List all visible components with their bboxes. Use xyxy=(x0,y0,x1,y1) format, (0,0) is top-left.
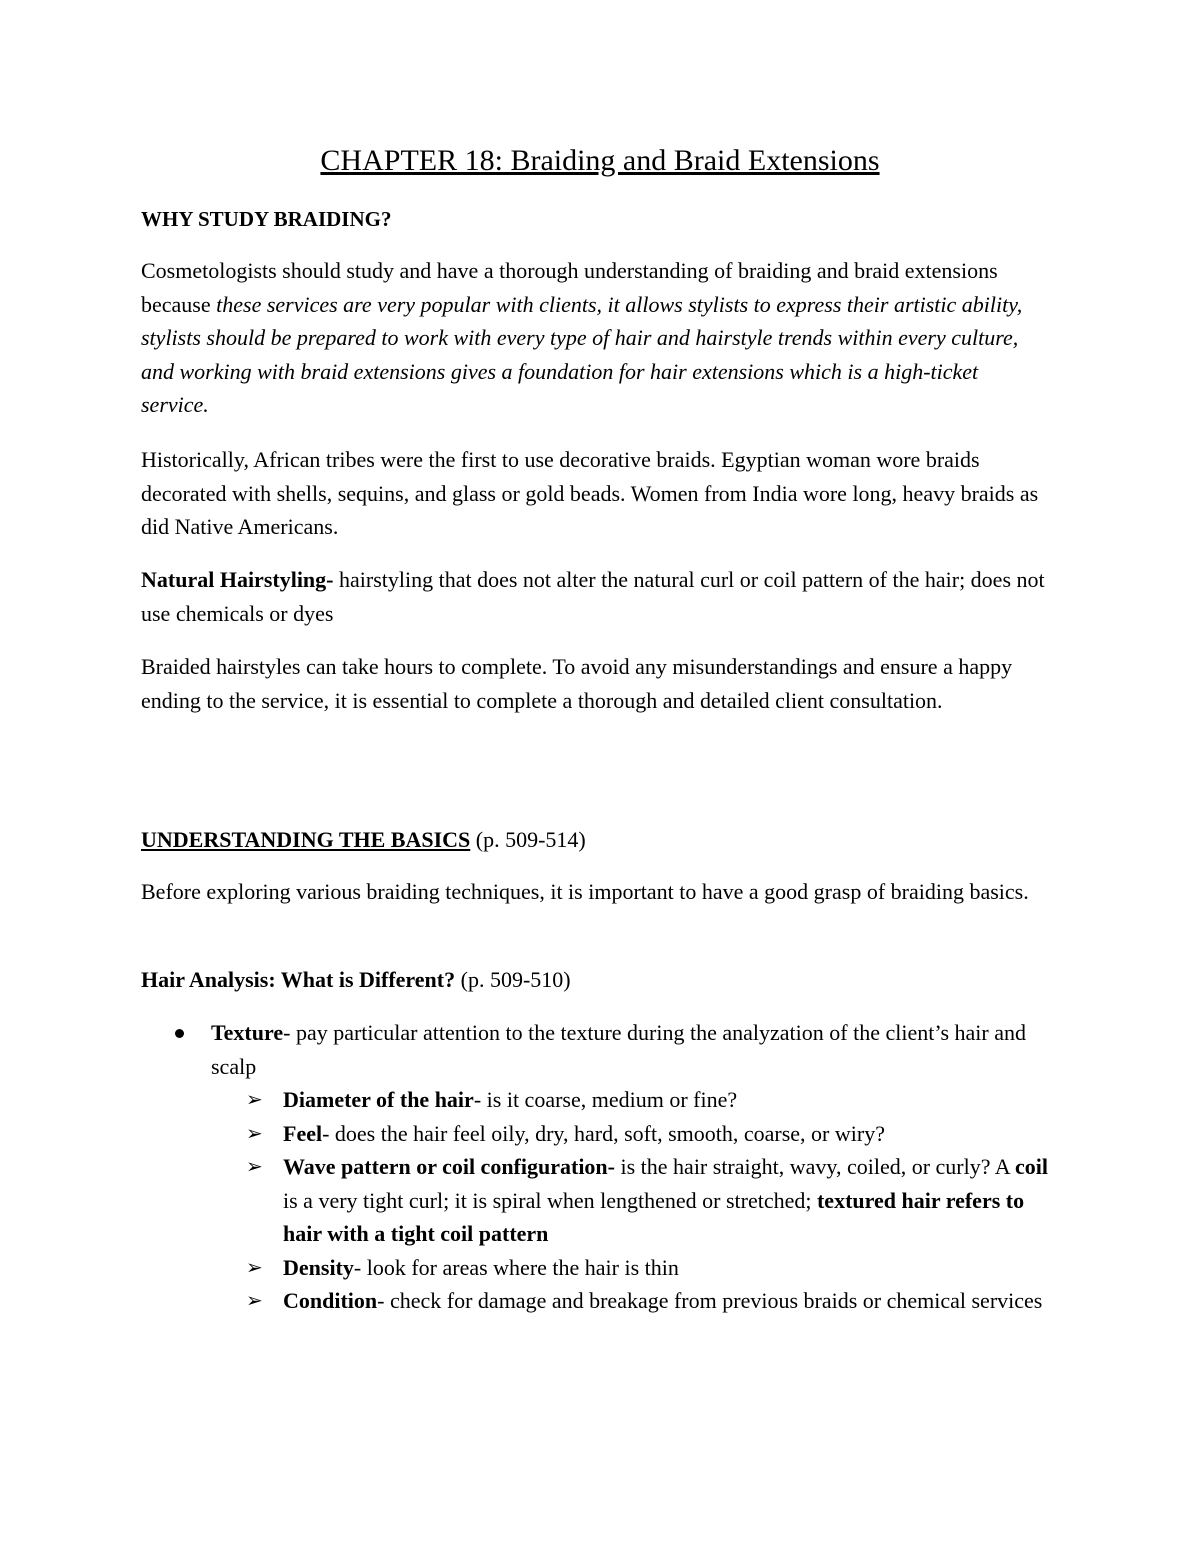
wave-term: Wave pattern or coil configuration- xyxy=(283,1154,615,1179)
natural-hairstyling-definition xyxy=(141,563,1051,630)
arrow-bullet-icon: ➢ xyxy=(246,1288,263,1312)
basics-pages: (p. 509-514) xyxy=(475,827,586,852)
wave-text-2: is a very tight curl; it is spiral when lengthened or stretched; xyxy=(283,1187,817,1213)
hair-analysis-heading xyxy=(141,963,571,997)
list-item-condition xyxy=(141,1284,1061,1318)
texture-text: - pay particular attention to the texture during the analyzation of the client’s hair and scalp xyxy=(211,1020,1026,1079)
feel-text: - does the hair feel oily, dry, hard, soft, smooth, coarse, or wiry? xyxy=(322,1120,885,1146)
intro-lead: Cosmetologists should study and have a thorough understanding of braiding and braid extensions because xyxy=(141,258,998,317)
definition-term: Natural Hairstyling- xyxy=(141,567,334,592)
basics-paragraph: Before exploring various braiding techniques, it is important to have a good grasp of braiding basics. xyxy=(141,879,1029,904)
definition-text: hairstyling that does not alter the natural curl or coil pattern of the hair; does not use chemicals or dyes xyxy=(141,567,1045,626)
hair-analysis-pages: (p. 509-510) xyxy=(460,967,571,992)
list-item-texture xyxy=(141,1016,1061,1083)
list-item-wave-pattern xyxy=(141,1150,1061,1251)
textured-hair-definition: textured hair refers to hair with a tight coil pattern xyxy=(283,1187,1025,1246)
wave-text-1: is the hair straight, wavy, coiled, or curly? A xyxy=(615,1154,1015,1179)
hair-analysis-heading-text: Hair Analysis: What is Different? xyxy=(141,967,456,992)
list-item-density xyxy=(141,1251,1061,1285)
arrow-bullet-icon: ➢ xyxy=(246,1154,263,1178)
arrow-bullet-icon: ➢ xyxy=(246,1120,263,1145)
intro-paragraph xyxy=(141,254,1051,422)
density-term: Density xyxy=(283,1254,354,1280)
list-item-feel xyxy=(141,1117,1061,1151)
intro-reasons: these services are very popular with clients, it allows stylists to express their artistic ability, stylists should be prepared to work with every type of hair and hairstyle trends within every culture, and working with braid extensions gives a foundation for hair extensions which is a high-ticket service. xyxy=(141,291,1023,417)
list-item-diameter xyxy=(141,1083,1061,1117)
basics-heading-text: UNDERSTANDING THE BASICS xyxy=(141,827,471,852)
diameter-text: - is it coarse, medium or fine? xyxy=(473,1087,738,1112)
history-paragraph: Historically, African tribes were the first to use decorative braids. Egyptian woman wore braids decorated with shells, sequins, and glass or gold beads. Women from India wore long, heavy braids as did Native Americans. xyxy=(141,447,1039,539)
density-text: - look for areas where the hair is thin xyxy=(353,1254,679,1280)
condition-text: - check for damage and breakage from previous braids or chemical services xyxy=(377,1288,1043,1313)
texture-term: Texture xyxy=(211,1020,284,1045)
diameter-term: Diameter of the hair xyxy=(283,1087,474,1112)
arrow-bullet-icon: ➢ xyxy=(246,1254,263,1279)
hair-analysis-list xyxy=(141,1016,1061,1318)
arrow-bullet-icon: ➢ xyxy=(246,1087,263,1111)
chapter-title: CHAPTER 18: Braiding and Braid Extensions xyxy=(320,144,880,177)
feel-term: Feel xyxy=(283,1120,323,1146)
basics-heading xyxy=(141,823,586,857)
condition-term: Condition xyxy=(283,1288,378,1313)
consultation-paragraph: Braided hairstyles can take hours to complete. To avoid any misunderstandings and ensure a happy ending to the service, it is essential to complete a thorough and detailed client consultation. xyxy=(141,654,1013,713)
why-study-heading: WHY STUDY BRAIDING? xyxy=(141,207,392,231)
coil-term: coil xyxy=(1014,1154,1048,1179)
bullet-icon xyxy=(175,1029,184,1038)
